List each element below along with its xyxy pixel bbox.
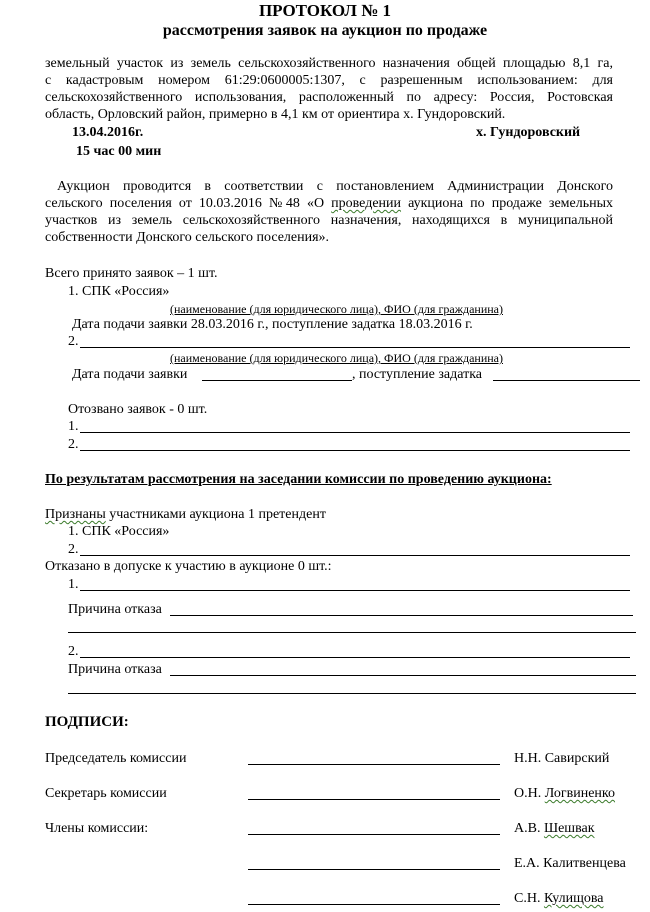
description-line: земельный участок из земель сельскохозяйственного назначения общей площадью 8,1 га, bbox=[45, 56, 613, 71]
admitted-item-2-number: 2. bbox=[68, 542, 79, 557]
protocol-time: 15 час 00 мин bbox=[76, 144, 162, 159]
blank-line bbox=[80, 432, 630, 433]
field-caption: (наименование (для юридического лица), ФИО (для гражданина) bbox=[170, 302, 503, 316]
intro-line: участков из земель сельскохозяйственного назначения, находящихся в муниципальной bbox=[45, 213, 613, 228]
signature-line bbox=[248, 869, 500, 870]
protocol-date: 13.04.2016г. bbox=[72, 125, 144, 140]
signature-line bbox=[248, 764, 500, 765]
document-title: ПРОТОКОЛ № 1 bbox=[258, 1, 392, 20]
secretary-role: Секретарь комиссии bbox=[45, 786, 167, 801]
blank-line bbox=[170, 675, 636, 676]
application-2-date-label: Дата подачи заявки bbox=[72, 367, 188, 382]
blank-line bbox=[68, 632, 636, 633]
signature-line bbox=[248, 834, 500, 835]
intro-line: Аукцион проводится в соответствии с постановлением Администрации Донского bbox=[57, 179, 613, 194]
member-1-name: А.В. Шешвак bbox=[514, 821, 595, 836]
admitted-line: Признаны участниками аукциона 1 претендент bbox=[45, 507, 326, 522]
intro-line: сельского поселения от 10.03.2016 №48 «О проведении аукциона по продаже земельных bbox=[45, 196, 614, 211]
blank-line bbox=[80, 555, 630, 556]
description-line: сельскохозяйственного использования, расположенный по адресу: Россия, Ростовская bbox=[45, 90, 613, 105]
intro-line: собственности Донского сельского поселения». bbox=[45, 230, 330, 245]
protocol-place: х. Гундоровский bbox=[476, 125, 581, 140]
application-item-1: 1. СПК «Россия» bbox=[68, 284, 170, 299]
field-caption: (наименование (для юридического лица), ФИО (для гражданина) bbox=[170, 351, 503, 365]
member-2-name: Е.А. Калитвенцева bbox=[514, 856, 626, 871]
refused-item-number: 2. bbox=[68, 644, 79, 659]
signatures-heading: ПОДПИСИ: bbox=[45, 714, 129, 730]
member-3-name: С.Н. Кулищова bbox=[514, 891, 604, 906]
blank-line bbox=[68, 693, 636, 694]
spellcheck-word: Логвиненко bbox=[544, 786, 616, 801]
spellcheck-word: Шешвак bbox=[543, 821, 595, 836]
application-1-dates: Дата подачи заявки 28.03.2016 г., поступление задатка 18.03.2016 г. bbox=[72, 317, 473, 332]
blank-line bbox=[170, 615, 633, 616]
application-item-2-number: 2. bbox=[68, 334, 79, 349]
blank-line bbox=[80, 347, 630, 348]
application-2-deposit-label: , поступление задатка bbox=[352, 367, 483, 382]
withdrawn-item-number: 1. bbox=[68, 419, 79, 434]
applications-total: Всего принято заявок – 1 шт. bbox=[45, 266, 218, 281]
blank-line bbox=[202, 380, 352, 381]
blank-line bbox=[80, 590, 630, 591]
blank-line bbox=[80, 657, 630, 658]
blank-line bbox=[80, 450, 630, 451]
admitted-item-1: 1. СПК «Россия» bbox=[68, 524, 170, 539]
chair-name: Н.Н. Савирский bbox=[514, 751, 610, 766]
secretary-name: О.Н. Логвиненко bbox=[514, 786, 616, 801]
results-heading: По результатам рассмотрения на заседании комиссии по проведению аукциона: bbox=[45, 472, 552, 487]
description-line: область, Орловский район, примерно в 4,1 км от ориентира х. Гундоровский. bbox=[45, 107, 506, 122]
document-subtitle: рассмотрения заявок на аукцион по продаже bbox=[162, 22, 488, 39]
refused-count: Отказано в допуске к участию в аукционе 0 шт.: bbox=[45, 559, 332, 574]
spellcheck-word: Кулищова bbox=[543, 891, 604, 906]
refusal-reason-label: Причина отказа bbox=[68, 662, 162, 677]
signature-line bbox=[248, 799, 500, 800]
withdrawn-item-number: 2. bbox=[68, 437, 79, 452]
spellcheck-word: Признаны bbox=[45, 507, 106, 522]
members-role: Члены комиссии: bbox=[45, 821, 149, 836]
description-line: с кадастровым номером 61:29:0600005:1307, с разрешенным использованием: для bbox=[45, 73, 613, 88]
refused-item-number: 1. bbox=[68, 577, 79, 592]
chair-role: Председатель комиссии bbox=[45, 751, 187, 766]
spellcheck-word: проведении bbox=[331, 196, 402, 211]
withdrawn-count: Отозвано заявок - 0 шт. bbox=[68, 402, 208, 417]
blank-line bbox=[493, 380, 640, 381]
signature-line bbox=[248, 904, 500, 905]
refusal-reason-label: Причина отказа bbox=[68, 602, 162, 617]
